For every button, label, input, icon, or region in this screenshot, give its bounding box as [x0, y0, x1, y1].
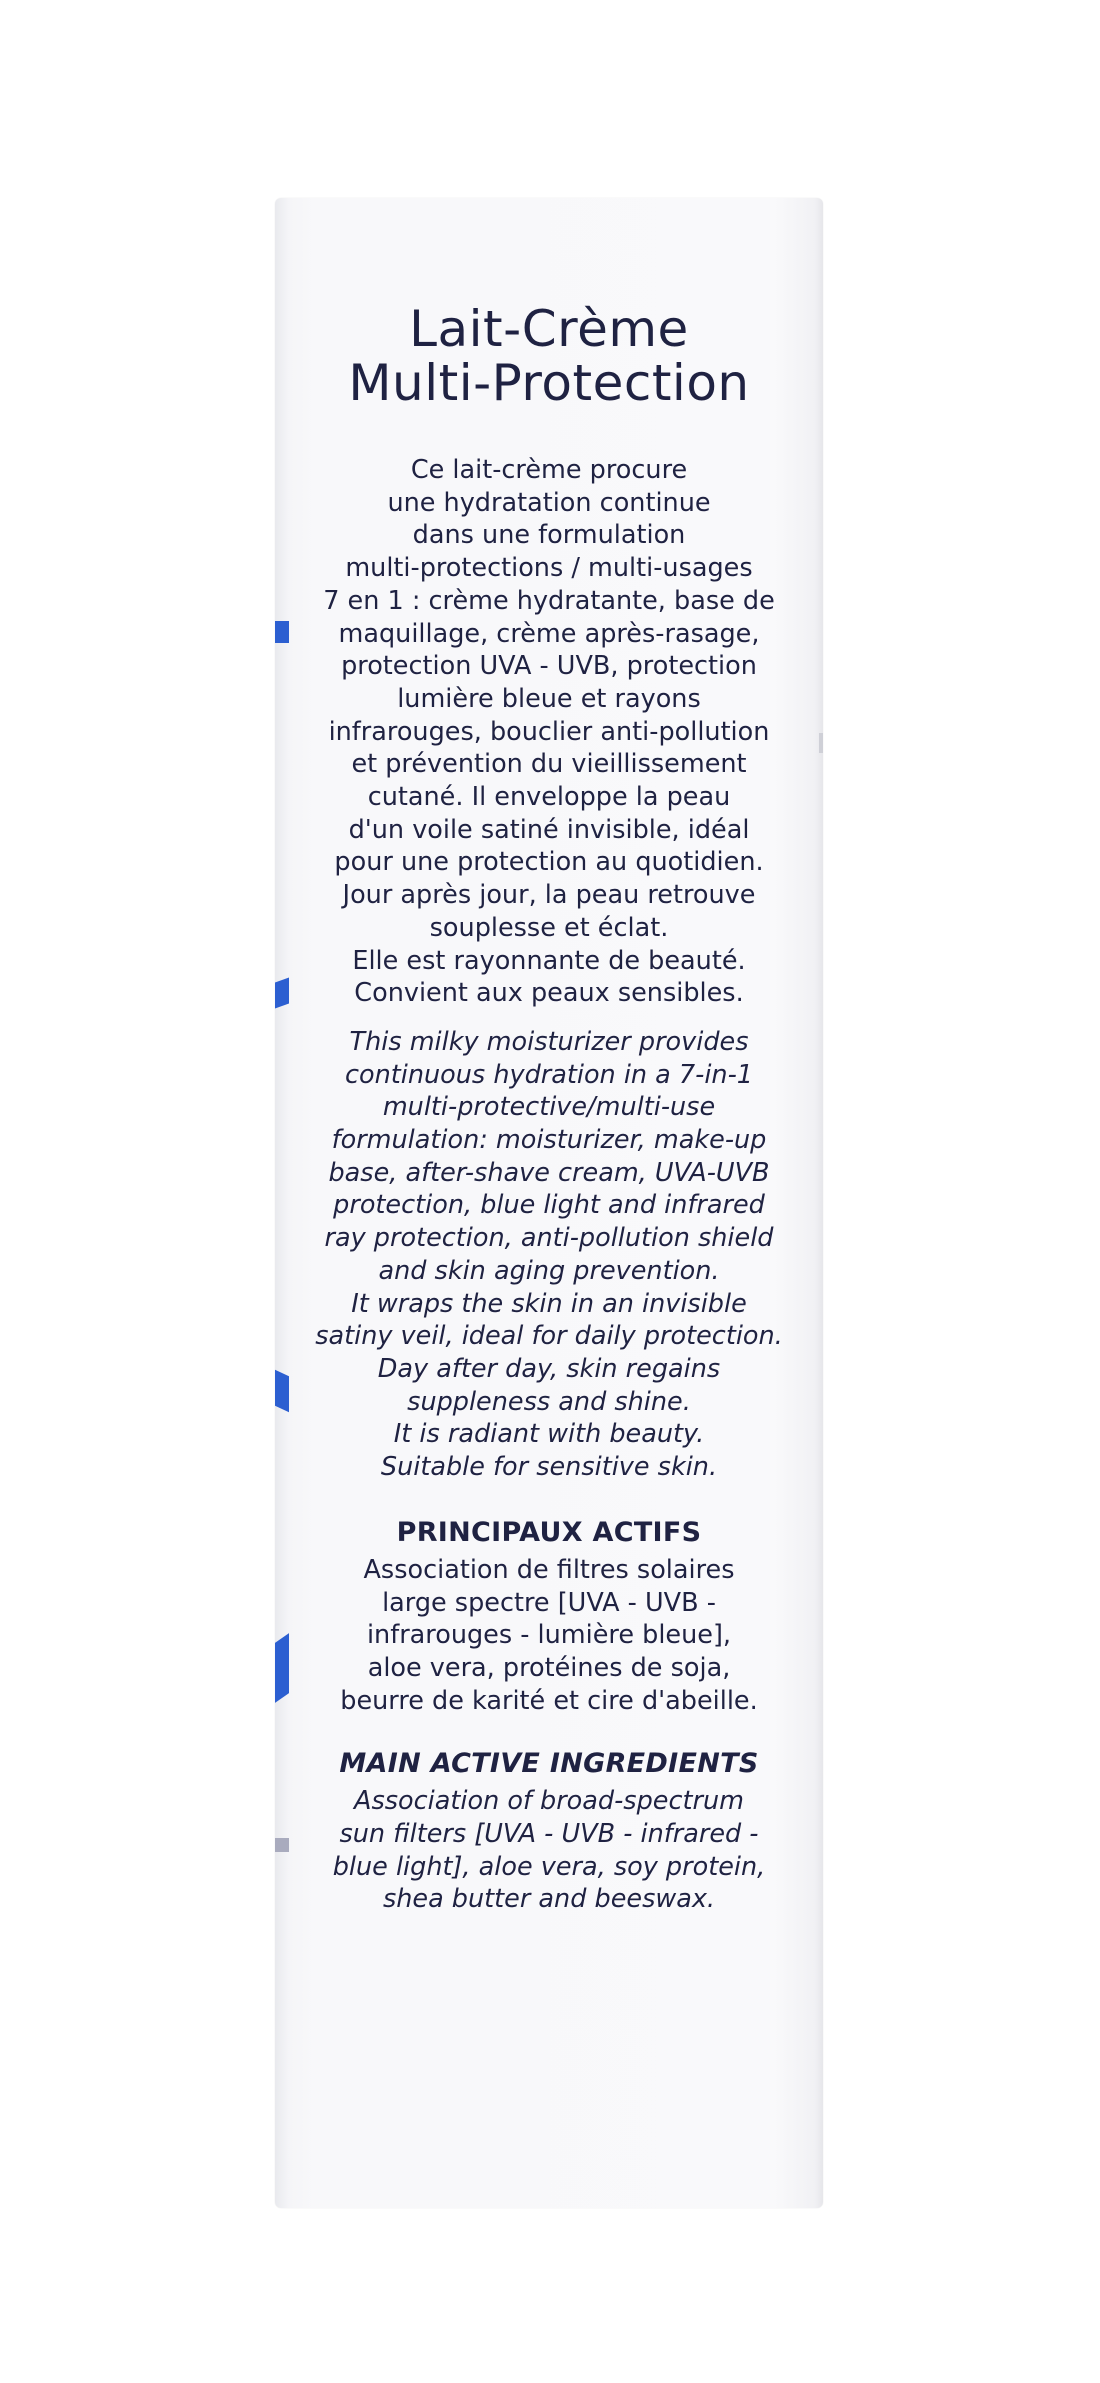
text-line: This milky moisturizer provides: [349, 1026, 749, 1057]
text-line: cutané. Il enveloppe la peau: [367, 782, 731, 813]
text-line: ray protection, anti-pollution shield: [324, 1223, 774, 1254]
text-line: multi-protective/multi-use: [382, 1092, 716, 1123]
text-line: Jour après jour, la peau retrouve: [342, 880, 756, 911]
title-line: Lait-Crème: [409, 300, 689, 358]
text-line: Association de filtres solaires: [363, 1554, 735, 1585]
text-line: Convient aux peaux sensibles.: [354, 978, 744, 1009]
text-line: satiny veil, ideal for daily protection.: [315, 1321, 783, 1352]
actives-heading-en: MAIN ACTIVE INGREDIENTS: [339, 1748, 759, 1780]
text-line: formulation: moisturizer, make-up: [331, 1125, 767, 1156]
text-line: protection, blue light and infrared: [333, 1190, 765, 1221]
text-line: protection UVA - UVB, protection: [341, 651, 757, 682]
text-line: beurre de karité et cire d'abeille.: [340, 1685, 758, 1716]
text-line: Association of broad-spectrum: [354, 1786, 744, 1817]
text-line: sun filters [UVA - UVB - infrared -: [339, 1819, 759, 1850]
text-line: Ce lait-crème procure: [410, 455, 688, 485]
product-title: [275, 302, 823, 410]
text-line: base, after-shave cream, UVA-UVB: [328, 1157, 770, 1188]
text-line: multi-protections / multi-usages: [345, 553, 753, 584]
text-line: suppleness and shine.: [407, 1386, 691, 1417]
text-line: Day after day, skin regains: [377, 1353, 721, 1384]
text-line: dans une formulation: [412, 520, 686, 551]
text-line: and skin aging prevention.: [378, 1255, 720, 1286]
text-line: infrarouges - lumière bleue],: [366, 1620, 732, 1651]
text-line: et prévention du vieillissement: [351, 749, 747, 780]
text-line: maquillage, crème après-rasage,: [338, 618, 760, 649]
text-line: blue light], aloe vera, soy protein,: [332, 1851, 766, 1882]
description-fr: [275, 454, 823, 1010]
text-line: It wraps the skin in an invisible: [351, 1288, 747, 1319]
actives-heading-fr: PRINCIPAUX ACTIFS: [396, 1516, 702, 1548]
text-line: Suitable for sensitive skin.: [380, 1452, 718, 1483]
text-line: Elle est rayonnante de beauté.: [352, 945, 746, 976]
actives-list-en: [275, 1785, 823, 1916]
actives-list-fr: [275, 1554, 823, 1718]
title-line: Multi-Protection: [348, 354, 750, 412]
text-line: une hydratation continue: [387, 487, 711, 518]
text-line: pour une protection au quotidien.: [334, 847, 764, 878]
description-en: [275, 1026, 823, 1484]
text-line: It is radiant with beauty.: [393, 1419, 705, 1450]
text-line: large spectre [UVA - UVB -: [382, 1587, 716, 1618]
text-line: lumière bleue et rayons: [397, 683, 701, 714]
text-line: souplesse et éclat.: [429, 912, 669, 943]
text-line: d'un voile satiné invisible, idéal: [348, 814, 750, 845]
text-line: shea butter and beeswax.: [382, 1884, 716, 1915]
text-line: 7 en 1 : crème hydratante, base de: [323, 585, 775, 616]
text-line: infrarouges, bouclier anti-pollution: [328, 716, 770, 747]
panel-content: [275, 198, 823, 1916]
text-line: aloe vera, protéines de soja,: [367, 1652, 731, 1683]
text-line: continuous hydration in a 7-in-1: [344, 1059, 754, 1090]
product-box-side-panel: [275, 198, 823, 2208]
